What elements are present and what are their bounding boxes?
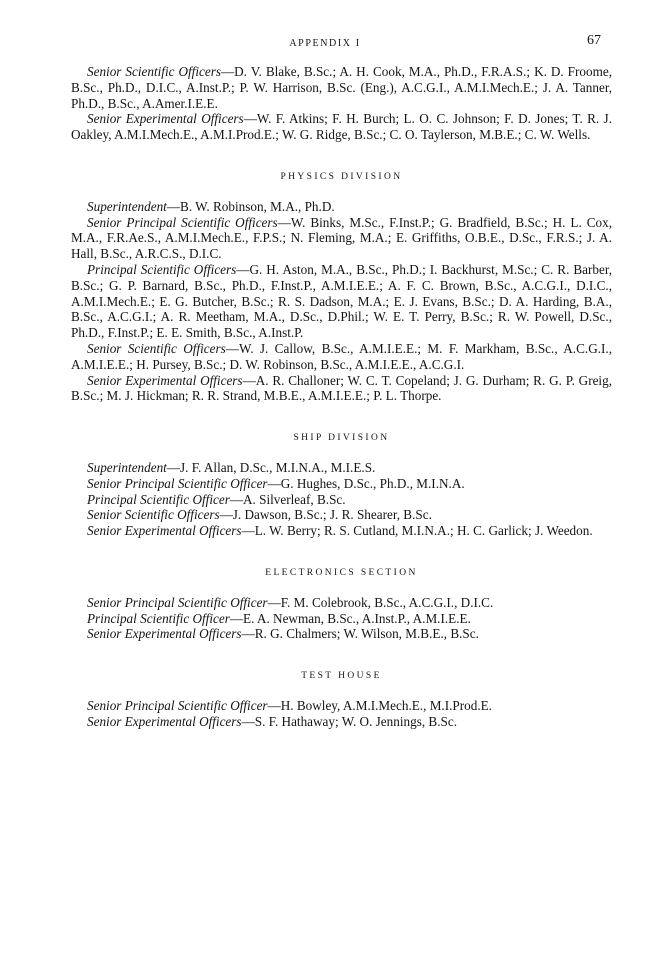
em-dash: — (166, 198, 181, 214)
running-title: APPENDIX I (289, 38, 361, 49)
staff-list (71, 64, 612, 143)
staff-list (71, 698, 612, 730)
staff-entry (71, 626, 612, 642)
staff-names: L. W. Berry; R. S. Cutland, M.I.N.A.; H. C. Garlick; J. Weedon. (254, 523, 593, 539)
staff-entry (71, 492, 612, 508)
staff-role: Senior Principal Scientific Officer (87, 594, 268, 610)
em-dash: — (220, 64, 235, 79)
em-dash: — (267, 475, 281, 491)
staff-role: Senior Principal Scientific Officer (87, 697, 268, 713)
section-heading: TEST HOUSE (301, 671, 382, 682)
staff-entry (71, 611, 612, 627)
staff-entry (71, 111, 612, 143)
staff-entry (71, 262, 612, 341)
em-dash: — (242, 372, 256, 388)
staff-names: R. G. Chalmers; W. Wilson, M.B.E., B.Sc. (254, 626, 479, 642)
page-number: 67 (587, 33, 601, 48)
staff-section (71, 431, 612, 539)
em-dash: — (225, 340, 239, 356)
staff-names: D. V. Blake, B.Sc.; A. H. Cook, M.A., Ph.D., F.R.A.S.; K. D. Froome, B.Sc., Ph.D., D.I.C., A.Inst.P.; P. W. Harrison, B.Sc. (Eng.), A.C.G.I., A.M.I.Mech.E.; J. A. Tanner, Ph.D., B.Sc., A.Amer.I.E.E. (71, 64, 613, 111)
staff-role: Senior Experimental Officers (87, 111, 244, 127)
staff-names: B. W. Robinson, M.A., Ph.D. (180, 198, 335, 214)
document-body (71, 64, 612, 730)
staff-role: Superintendent (87, 459, 167, 475)
staff-role: Senior Experimental Officers (87, 372, 243, 388)
staff-names: W. Binks, M.Sc., F.Inst.P.; G. Bradfield, B.Sc.; H. L. Cox, M.A., F.R.Ae.S., A.M.I.Mech.E., F.P.S.; N. Fleming, M.A.; E. Griffiths, O.B.E., D.Sc., F.R.S.; J. A. Hall, B.Sc., A.R.C.S., D.I.C. (71, 214, 612, 262)
staff-names: W. J. Callow, B.Sc., A.M.I.E.E.; M. F. Markham, B.Sc., A.C.G.I., A.M.I.E.E.; H. Pursey, B.Sc.; D. W. Robinson, B.Sc., A.M.I.E.E., A.C.G.I. (71, 340, 612, 372)
staff-entry (71, 523, 612, 539)
staff-names: W. F. Atkins; F. H. Burch; L. O. C. Johnson; F. D. Jones; T. R. J. Oakley, A.M.I.Mech.E., A.M.I.Prod.E.; W. G. Ridge, B.Sc.; C. O. Taylerson, M.B.E.; C. W. Wells. (71, 111, 612, 143)
section-heading: SHIP DIVISION (293, 433, 390, 444)
staff-section (71, 64, 612, 143)
staff-names: J. F. Allan, D.Sc., M.I.N.A., M.I.E.S. (180, 459, 376, 475)
staff-section (71, 170, 612, 404)
em-dash: — (241, 626, 255, 642)
staff-entry (71, 373, 612, 405)
staff-role: Principal Scientific Officers (87, 261, 237, 277)
staff-names: H. Bowley, A.M.I.Mech.E., M.I.Prod.E. (280, 697, 492, 713)
staff-role: Senior Scientific Officers (87, 340, 226, 356)
staff-entry (71, 215, 612, 262)
staff-role: Senior Principal Scientific Officers (87, 214, 278, 230)
staff-role: Principal Scientific Officer (87, 491, 230, 507)
staff-role: Senior Scientific Officers (87, 64, 221, 79)
staff-role: Principal Scientific Officer (87, 610, 230, 626)
staff-names: G. Hughes, D.Sc., Ph.D., M.I.N.A. (280, 475, 465, 491)
staff-section (71, 566, 612, 642)
staff-section (71, 669, 612, 729)
staff-entry (71, 460, 612, 476)
staff-names: G. H. Aston, M.A., B.Sc., Ph.D.; I. Backhurst, M.Sc.; C. R. Barber, B.Sc.; G. P. Barnard, B.Sc., Ph.D., F.Inst.P., A.M.I.E.E.; A. F. C. Brown, B.Sc., A.C.G.I., D.I.C., A.M.I.Mech.E.; E. G. Butcher, B.Sc.; R. S. Dadson, M.A.; E. J. Evans, B.Sc.; D. A. Harding, B.A., B.Sc., A.C.G.I.; A. R. Meetham, M.A., D.Sc., D.Phil.; W. E. T. Perry, B.Sc.; R. W. Powell, D.Sc., Ph.D., F.Inst.P.; E. E. Smith, B.Sc., A.Inst.P. (71, 261, 612, 341)
staff-list (71, 199, 612, 404)
staff-names: A. Silverleaf, B.Sc. (243, 491, 346, 507)
em-dash: — (241, 713, 255, 729)
staff-entry (71, 341, 612, 373)
staff-names: J. Dawson, B.Sc.; J. R. Shearer, B.Sc. (232, 507, 432, 523)
staff-role: Senior Principal Scientific Officer (87, 475, 268, 491)
em-dash: — (236, 261, 250, 277)
em-dash: — (243, 111, 257, 127)
em-dash: — (229, 491, 244, 507)
staff-entry (71, 476, 612, 492)
staff-list (71, 460, 612, 539)
staff-role: Senior Experimental Officers (87, 626, 242, 642)
staff-entry (71, 698, 612, 714)
em-dash: — (166, 459, 181, 475)
staff-role: Superintendent (87, 198, 167, 214)
staff-names: A. R. Challoner; W. C. T. Copeland; J. G. Durham; R. G. P. Greig, B.Sc.; M. J. Hickman; R. R. Strand, M.B.E., A.M.I.E.E.; P. L. Thorpe. (71, 372, 612, 404)
em-dash: — (267, 697, 281, 713)
staff-entry (71, 507, 612, 523)
staff-role: Senior Scientific Officers (87, 507, 220, 523)
staff-entry (71, 595, 612, 611)
running-header (0, 33, 650, 55)
staff-names: E. A. Newman, B.Sc., A.Inst.P., A.M.I.E.E. (243, 610, 471, 626)
em-dash: — (267, 594, 281, 610)
em-dash: — (219, 507, 233, 523)
staff-role: Senior Experimental Officers (87, 523, 242, 539)
staff-role: Senior Experimental Officers (87, 713, 242, 729)
section-heading: PHYSICS DIVISION (280, 171, 403, 182)
staff-list (71, 595, 612, 642)
em-dash: — (229, 610, 244, 626)
em-dash: — (241, 523, 255, 539)
staff-names: S. F. Hathaway; W. O. Jennings, B.Sc. (254, 713, 458, 729)
staff-entry (71, 64, 612, 111)
section-heading: ELECTRONICS SECTION (265, 567, 418, 578)
staff-entry (71, 714, 612, 730)
staff-entry (71, 199, 612, 215)
em-dash: — (277, 214, 291, 230)
staff-names: F. M. Colebrook, B.Sc., A.C.G.I., D.I.C. (280, 594, 494, 610)
